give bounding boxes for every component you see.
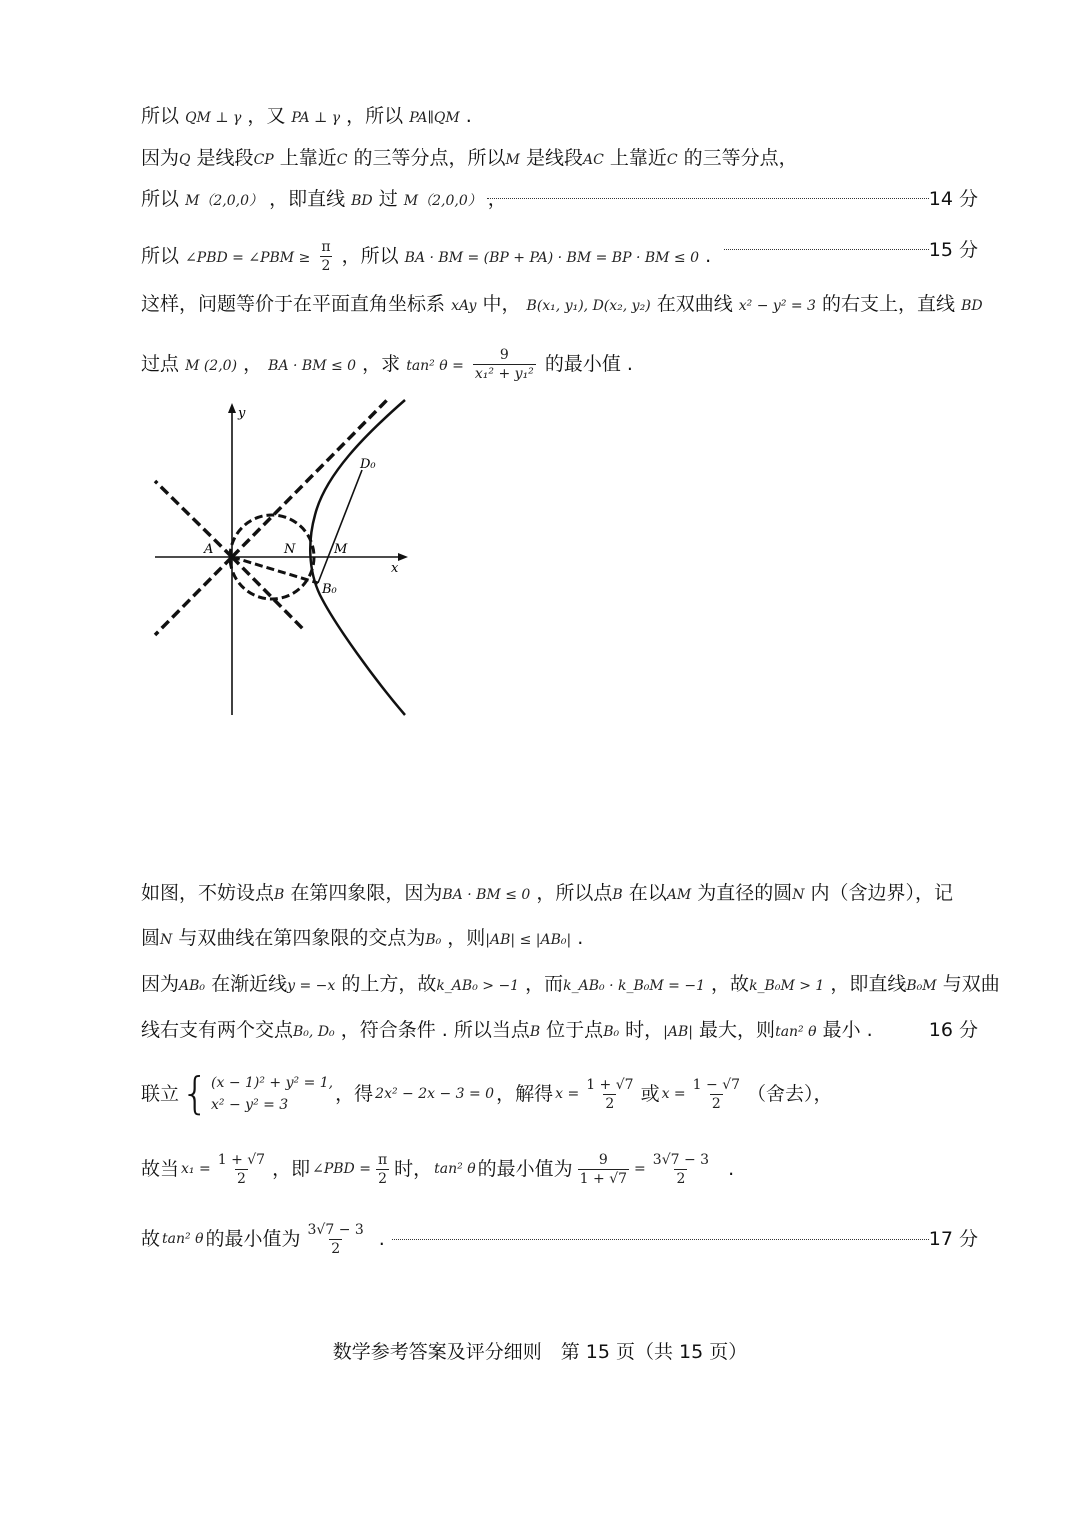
math: B <box>612 887 623 903</box>
denominator: 1 + √7 <box>579 1170 628 1187</box>
math: k_AB₀ · k_B₀M = −1 <box>563 978 705 994</box>
math: M（2,0,0） <box>403 193 482 209</box>
line-7 <box>141 881 978 907</box>
text: 因为 <box>141 147 180 169</box>
text: 的上方，故 <box>341 973 437 995</box>
text: 过点 <box>141 353 180 375</box>
text: 所以 <box>141 105 180 127</box>
math: AC <box>582 152 604 168</box>
math: BA · BM ≤ 0 <box>268 358 357 374</box>
text: ，所以点 <box>536 882 613 904</box>
numerator: 1 − √7 <box>692 1076 741 1093</box>
text: ，解得 <box>496 1083 554 1105</box>
text: 与双曲线在第四象限的交点为 <box>178 927 426 949</box>
text: 最大，则 <box>699 1019 776 1041</box>
math: C <box>666 152 678 168</box>
math: ∠PBD = ∠PBM ≥ <box>185 250 311 266</box>
text: 上靠近 <box>279 147 337 169</box>
text: 的右支上，直线 <box>822 293 956 315</box>
text: ，又 <box>247 105 286 127</box>
text: 时， <box>625 1019 664 1041</box>
math: AB₀ <box>179 978 206 994</box>
numerator: π <box>321 239 331 255</box>
text: . <box>577 927 584 949</box>
math: k_B₀M > 1 <box>749 978 825 994</box>
text: 在渐近线 <box>211 973 288 995</box>
label-a: A <box>204 542 214 557</box>
score-15: 15 分 <box>928 239 978 261</box>
math: B₀ <box>425 932 442 948</box>
text: ， <box>487 188 507 210</box>
math: M (2,0) <box>185 358 238 374</box>
line-1 <box>141 104 978 130</box>
line-3 <box>141 187 978 213</box>
denominator: 2 <box>676 1170 686 1187</box>
denominator: x₁² + y₁² <box>474 366 534 382</box>
score-14: 14 分 <box>928 188 978 210</box>
text: 联立 <box>141 1083 180 1105</box>
math: x₁ = <box>181 1161 211 1177</box>
numerator: π <box>377 1151 388 1168</box>
text: 为直径的圆 <box>697 882 793 904</box>
score-17: 17 分 <box>928 1228 978 1250</box>
math: x² − y² = 3 <box>738 298 816 314</box>
line-8 <box>141 926 978 952</box>
asymptote-upper-left <box>155 481 232 557</box>
math: M（2,0,0） <box>185 193 264 209</box>
text: ，符合条件 . 所以当点 <box>340 1019 530 1041</box>
line-5 <box>141 292 983 318</box>
fraction <box>473 346 536 383</box>
line-6 <box>141 346 978 383</box>
text: 的最小值为 <box>205 1228 301 1250</box>
text: 的最小值 . <box>544 353 633 375</box>
label-n: N <box>284 542 296 557</box>
line-2 <box>141 146 978 172</box>
fraction <box>691 1076 742 1113</box>
chord-b0-d0 <box>318 470 362 583</box>
math: xAy <box>451 298 477 314</box>
denominator: 2 <box>378 1170 388 1187</box>
text: 最小 . <box>822 1019 873 1041</box>
math: tan² θ <box>162 1231 204 1247</box>
math: PA∥QM <box>409 110 460 126</box>
denominator: 2 <box>321 258 331 274</box>
fraction <box>578 1151 629 1188</box>
text: 是线段 <box>525 147 583 169</box>
text: 在双曲线 <box>656 293 733 315</box>
text: 的三等分点， <box>683 147 798 169</box>
text: （舍去）， <box>747 1083 833 1105</box>
text: 或 <box>640 1083 660 1105</box>
line-11 <box>141 1066 978 1122</box>
text: 中， <box>482 293 521 315</box>
denominator: 2 <box>711 1095 721 1112</box>
text: . <box>728 1158 735 1180</box>
text: 上靠近 <box>609 147 667 169</box>
text: ，而 <box>525 973 564 995</box>
text: ，得 <box>335 1083 374 1105</box>
asymptote-lower-left <box>155 557 232 635</box>
math: |AB| <box>663 1024 693 1040</box>
math: ∠PBD = <box>312 1161 371 1177</box>
math: BA · BM ≤ 0 <box>442 887 531 903</box>
text: 线右支有两个交点 <box>141 1019 294 1041</box>
math: tan² θ <box>775 1024 817 1040</box>
fraction <box>216 1151 267 1188</box>
equation: x² − y² = 3 <box>211 1097 289 1113</box>
x-axis-arrow <box>398 553 408 561</box>
text: 故 <box>141 1228 161 1250</box>
text: 与双曲 <box>942 973 1000 995</box>
math: BD <box>351 193 373 209</box>
fraction <box>584 1076 635 1113</box>
math: AM <box>666 887 692 903</box>
numerator: 3√7 − 3 <box>652 1151 710 1168</box>
math: Q <box>179 152 191 168</box>
text: 的最小值为 <box>477 1158 573 1180</box>
math: N <box>160 932 173 948</box>
math: = <box>634 1161 646 1177</box>
text: 位于点 <box>546 1019 604 1041</box>
page-footer: 数学参考答案及评分细则 第 15 页（共 15 页） <box>332 1341 748 1363</box>
numerator: 3√7 − 3 <box>307 1221 364 1238</box>
math: B₀ <box>603 1024 620 1040</box>
label-m: M <box>334 542 348 557</box>
hyperbola-figure <box>150 395 415 720</box>
text: 如图，不妨设点 <box>141 882 275 904</box>
equation-system <box>181 1068 334 1119</box>
score-16: 16 分 <box>928 1019 978 1041</box>
text: 是线段 <box>196 147 254 169</box>
math: CP <box>253 152 274 168</box>
math: C <box>336 152 348 168</box>
label-y: y <box>238 406 246 421</box>
text: 时， <box>394 1158 433 1180</box>
denominator: 2 <box>236 1170 246 1187</box>
fraction <box>376 1151 389 1188</box>
label-b0: B₀ <box>322 582 337 597</box>
text: . <box>465 105 472 127</box>
text: 在第四象限，因为 <box>290 882 443 904</box>
numerator: 1 + √7 <box>217 1151 266 1168</box>
line-4 <box>141 238 978 275</box>
math: x = <box>555 1086 580 1102</box>
math: B₀, D₀ <box>293 1024 335 1040</box>
text: 过 <box>378 188 398 210</box>
text: 因为 <box>141 973 180 995</box>
denominator: 2 <box>331 1240 341 1257</box>
leader-dots <box>392 1239 929 1240</box>
math: M <box>505 152 520 168</box>
text: 所以 <box>141 188 180 210</box>
fraction <box>651 1151 711 1188</box>
line-10 <box>141 1018 978 1044</box>
text: 内（含边界），记 <box>810 882 954 904</box>
text: ，故 <box>711 973 750 995</box>
math: N <box>792 887 805 903</box>
text: ，所以 <box>346 105 404 127</box>
math: BD <box>961 298 983 314</box>
text: ，求 <box>362 353 401 375</box>
text: 的三等分点，所以 <box>353 147 506 169</box>
fraction <box>306 1221 366 1258</box>
math: BA · BM = (BP + PA) · BM = BP · BM ≤ 0 <box>404 250 700 266</box>
text: . <box>378 1228 385 1250</box>
label-d0: D₀ <box>360 457 376 472</box>
leader-dots <box>487 198 929 199</box>
denominator: 2 <box>605 1095 615 1112</box>
label-x: x <box>391 561 399 576</box>
math: x = <box>661 1086 686 1102</box>
text: ，即直线 <box>269 188 346 210</box>
math: PA ⊥ γ <box>291 110 341 126</box>
equation: (x − 1)² + y² = 1, <box>211 1075 334 1091</box>
math: k_AB₀ > −1 <box>436 978 520 994</box>
leader-dots <box>724 249 929 250</box>
text: ，即直线 <box>830 973 907 995</box>
math: tan² θ <box>434 1161 476 1177</box>
numerator: 9 <box>598 1151 608 1168</box>
math: 2x² − 2x − 3 = 0 <box>375 1086 495 1102</box>
asymptote-upper-right <box>232 400 387 557</box>
math: B₀M <box>906 978 937 994</box>
text: 圆 <box>141 927 161 949</box>
brace: { <box>181 1068 210 1119</box>
math: B <box>274 887 285 903</box>
text: ，则 <box>447 927 486 949</box>
system-rows <box>211 1072 333 1116</box>
line-12 <box>141 1144 978 1194</box>
text: ，所以 <box>341 245 399 267</box>
fraction <box>319 238 332 275</box>
math: B <box>529 1024 541 1040</box>
text: 这样，问题等价于在平面直角坐标系 <box>141 293 446 315</box>
text: 在以 <box>628 882 667 904</box>
text: 故当 <box>141 1158 180 1180</box>
numerator: 9 <box>499 347 509 363</box>
text: ， <box>243 353 263 375</box>
text: . <box>705 245 712 267</box>
math: |AB| ≤ |AB₀| <box>485 932 572 948</box>
math: B(x₁, y₁), D(x₂, y₂) <box>526 298 651 314</box>
text: ，即 <box>272 1158 311 1180</box>
numerator: 1 + √7 <box>586 1076 634 1093</box>
line-9 <box>141 972 1000 998</box>
y-axis-arrow <box>228 403 236 413</box>
math: QM ⊥ γ <box>185 110 242 126</box>
text: 所以 <box>141 245 180 267</box>
math: y = −x <box>287 978 336 994</box>
math: tan² θ = <box>406 358 464 374</box>
